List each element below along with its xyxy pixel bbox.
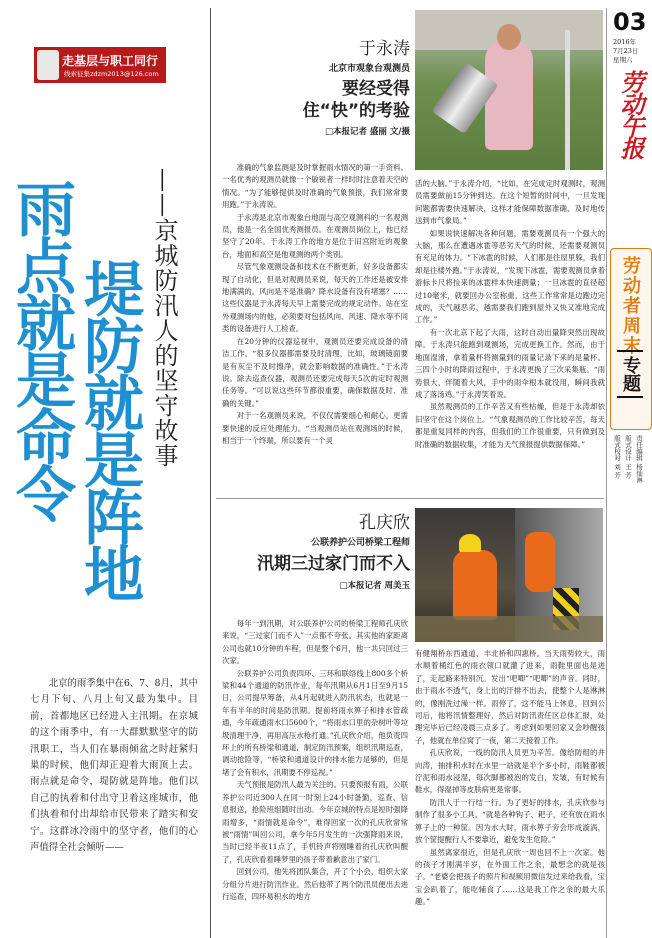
story1-org: 北京市观象台观测员: [328, 64, 410, 74]
story1-photo: [415, 10, 603, 170]
paper-name-logo: 劳动午报: [616, 70, 645, 158]
editor-credit: 版式设计 王 芳: [624, 435, 632, 479]
intro-text: 北京的雨季集中在6、7、8月，其中七月下旬、八月上旬又最为集中。目前，首都地区已经进入主汛期。在京城的这个雨季中，有一大群默默坚守的防汛职工，当人们在暴雨倾盆之时赶紧归巢的时候，他们却正迎着大雨顶上去。雨点就是命令，堤防就是阵地。他们以自己的执着和付出守卫着这座城市，他们执着和付出却给市民带来了踏实和安宁。这群冰冷雨中的坚守者，他们的心声值得全社会倾听——: [30, 678, 198, 854]
story2-header: [222, 512, 410, 596]
story1-paragraph: 在20分钟的仪器巡视中，观测员还要完成设备的清洁工作。“很多仪器都需要及时清理，比如，玻璃镜面要是有灰尘不及时擦净，就会影响数据的准确性。”于永涛说。除去巡查仪器，观测员还要完成每天5次的定时观测任务等。“可以说这些环节都很重要，确保数据及时、准确的关键。”: [222, 336, 408, 408]
editor-credit: 版式校对 刘 芳: [613, 435, 621, 479]
story2-column-1: [222, 618, 408, 936]
masthead-weekday: 星期六: [613, 56, 633, 64]
story1-paragraph: 对于一名观测员来说，不仅仅需要细心和耐心，更需要快速的反应处理能力。“当观测员站在观测场的时候，相当于一个终端，所以要有一个灵: [222, 411, 408, 445]
story1-paragraph: 如果说快速解决各种问题，需要观测员有一个强大的大脑，那么在遭遇冰雹等恶劣天气的时候，还需要观测员有充足的体力。“下冰雹的时候，人们都是往屋里躲，我们却是往楼外跑。”于永涛说，“发现下冰雹，需要观测员拿着游标卡尺将捡来的冰雹样本快速测量；一旦冰雹的直径超过10毫米，就要回办公室称重，这些工作常常是边跑边完成的，天气越恶劣，越需要我们跑到屋外又快又准地完成工作。”: [415, 228, 605, 325]
story1-paragraph: 尽管气象观测设备和技术在不断更新，好多设备都实现了自动化，但是对观测员来说，每天的工作还是被安排地满满的。风向是不是准确？降水设备有没有堵塞？……这些仪器是于永涛每天早上需要完成的规定动作。站在室外观测场内的他，必须要对包括风向、风速、降水等不同类的设备进行人工检查。: [222, 262, 408, 334]
story2-column-2: [415, 648, 605, 936]
story1-column-1: [222, 162, 408, 494]
story2-paragraph: 公联养护公司负责四环、三环和联络线上800多个桥梁和44个通道的防汛作业，每年汛期从6月1日至9月15日，公司提早筹备，从4月起就进入防汛状态，也就是一年有半年的时间是防汛期。提前将雨水箅子和排水管疏通，今年疏通雨水口5600个，“将雨水口里的杂树叶等垃圾清理干净，再用高压水枪打通。”孔庆欣介绍，他负责四环上的所有桥梁和通道，制定防汛预案，组织汛期巡查，调动抢险等，“桥梁和通道设计的排水能力是够的，但是堵了会有积水，汛期要不停巡视。”: [222, 668, 408, 777]
story2-org: 公联养护公司桥梁工程师: [310, 538, 410, 548]
photo-worker1: [453, 550, 497, 620]
headline-subtitle: ——京城防汛人的坚守故事: [150, 168, 178, 468]
photo-helmet1: [459, 534, 481, 552]
editor-credits: [612, 435, 644, 515]
photo-water: [415, 616, 603, 642]
masthead-date: 7月23日: [613, 47, 639, 55]
story2-title: 汛期三过家门而不入: [257, 554, 410, 574]
story1-name: 于永涛: [359, 39, 410, 59]
story2-paragraph: 每年一到汛期，对公联养护公司的桥梁工程师孔庆欣来说，“三过家门而不入”一点都不夸张。其实他的家距离公司也就10分钟的车程，但是整个6月，他一共只回过三次家。: [222, 619, 408, 666]
column-logo-email: 线索征集zdzm2013@126.com: [64, 70, 159, 78]
editor-credit: 责任编辑 杨灿淋: [635, 435, 643, 483]
story2-paragraph: 虽然离家很近，但是孔庆欣一周也回不上一次家。他的孩子才刚满半岁，在外面工作之余，最想念的就是孩子。“老婆会把孩子的照片和视频用微信发过来给我看，宝宝会趴着了，能吃辅食了……这是我工作之余的最大乐趣。”: [415, 847, 605, 907]
headline-left: 雨点就是命令: [6, 178, 76, 520]
story1-title: 要经受得住“快”的考验: [302, 79, 410, 121]
section-label: 劳动者周末: [620, 256, 641, 356]
headline-right: 堤防就是阵地: [74, 258, 144, 600]
masthead-date-block: [613, 38, 649, 65]
intro-paragraph: [30, 676, 198, 856]
story2-paragraph: 有健翔桥东西通道、丰北桥和四惠桥。当天雨势较大，雨水顺着桶红色的雨衣领口就灌了进来，雨鞋里面也是进了，走起路来特别沉。发出“吧唧”“吧唧”的声音。同时，由于雨水不透气，身上出的汗排不出去，使整个人是淋淋的，像刚洗过澡一样。雨停了，这不能马上休息，回到公司后，他将汛情整理好，然后对防汛责任区总体汇报，处理完毕后已经凌晨三点多了。考虑到如果回家又会吵醒孩子，他就在单位窝了一夜，第二天接着工作。: [415, 649, 605, 745]
story1-byline: □本报记者 盛丽 文/摄: [324, 127, 410, 137]
column-logo-title: 走基层与职工同行: [62, 54, 159, 68]
masthead-year: 2016年: [613, 38, 637, 46]
story2-byline: □本报记者 周美玉: [339, 581, 410, 591]
story2-name: 孔庆欣: [359, 513, 410, 533]
story1-paragraph: 虽然观测员的工作辛苦又有些枯燥，但是于永涛却依旧坚守在这个岗位上。“气象观测员的工作比较辛苦，每天都是重复同样的内容，但我们的工作很重要，只有做到及时准确的数据收集，才能为天气预报提供数据保障。”: [415, 402, 605, 449]
story1-column-2: [415, 178, 605, 494]
column-logo-mark: [37, 50, 59, 80]
special-label: 专题: [617, 350, 643, 398]
page-number: 03: [613, 8, 647, 36]
story2-paragraph: 回到公司，他先将团队集合，开了个小会，组织大家分组分片进行防汛作业。然后他带了两个防汛员便出去进行巡查，四环易积水的地方: [222, 867, 408, 901]
column-logo: [34, 47, 166, 83]
story2-paragraph: 天气预报是防汛人最为关注的。只要预报有雨，公联养护公司近300人在同一时刻上24小时备勤，巡查、信息报送，抢险班组随时出动。今年京城的特点是短时强降雨增多，“雨情就是命令”，难得回家一次的孔庆欣常常被“雨情”叫回公司，拿今年5月发生的一次强降雨来说，当时已经半夜11点了，手机铃声将刚睡着的孔庆欣叫醒了，孔庆欣看着睡梦里的孩子带着歉意出了家门。: [222, 780, 408, 864]
photo-head: [497, 24, 521, 50]
story2-paragraph: 防汛人于一行结一行。为了更好的排水，孔庆欣参与制作了很多小工具。“就是各种钩子、耙子，还有放在雨水箅子上的一种筐。因为水大时，雨水箅子旁会形成漩涡，放个筐提醒行人不要靠近，避免发生危险。”: [415, 797, 605, 845]
story1-paragraph: 有一次北京下起了大雨，这时自动出量降突然出现故障。于永涛只能跑到观测场，完成更换工作。然而，由于地面湿滑，拿着量杯将测量到的雨量记录下来的是量杯。三四个小时的降雨过程中，于永涛更换了三次采集瓶。“雨势很大，伴随着大风，手中的雨伞根本就没用，瞬间我就成了落汤鸡。”于永涛笑着说。: [415, 327, 605, 399]
photo-pipe: [565, 30, 570, 170]
photo-person: [485, 40, 533, 150]
story2-paragraph: 孔庆欣说，一线的防汛人员更为辛苦。像给防组的井向涛，抽排积水时在水里一站就是半个多小时，雨鞋都被泞泥和雨水浸湿，每次脚都被泡的发白，发皱，有时候有鞋水，得湿掉等皮肤病更是常事。: [415, 748, 605, 795]
photo-worker2: [525, 532, 555, 592]
story1-paragraph: 准确的气象监测是及时掌握雨水情况的第一手资料。一名优秀的观测员就像一个敏锐者一样时时注意着天空的情况。“为了能够提供及时准确的气象预报，我们常常要用跑。”于永涛说。: [222, 163, 408, 210]
story1-paragraph: 于永涛是北京市观象台地面与高空观测科的一名观测员，他是一名全国优秀测报员。在观测员岗位上，他已经坚守了20年。于永涛工作的地方是位于旧宫附近的观象台，地面和高空是他观测的两个类别。: [222, 212, 408, 259]
story1-paragraph: 活的大脑。”于永涛介绍，“比如，在完成定时观测时，观测员需要做前15分钟到达。在这个短暂的时间中，一旦发现问题都需要快速解决，这样才能保障数据准确、及时地传送到市气象局。”: [415, 179, 605, 226]
story1-header: [222, 38, 410, 142]
story2-photo: [415, 508, 603, 642]
